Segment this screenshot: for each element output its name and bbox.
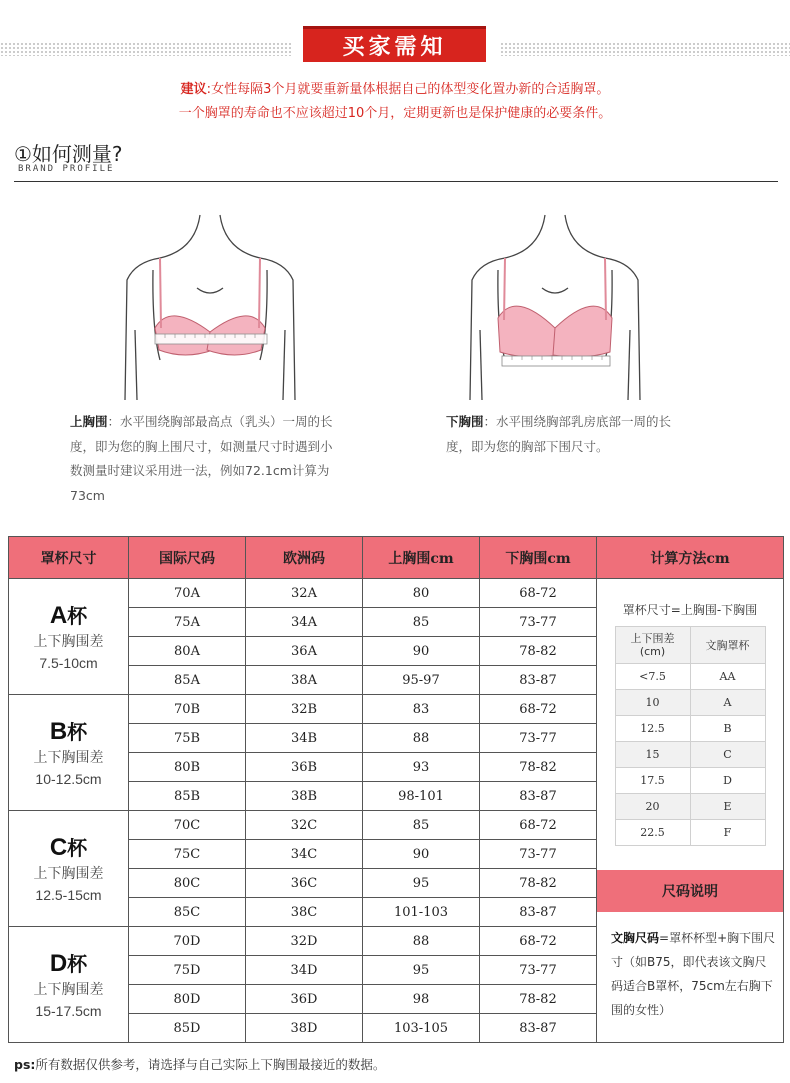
lower-bust-cell: 78-82	[480, 869, 597, 898]
intl-size-cell: 75A	[129, 608, 246, 637]
header-dots-left	[0, 42, 292, 56]
eu-size-cell: 36A	[246, 637, 363, 666]
upper-bust-cell: 95	[363, 956, 480, 985]
upper-bust-cell: 95-97	[363, 666, 480, 695]
cup-name: A杯	[49, 601, 88, 629]
cup-diff-label: 上下胸围差	[33, 748, 104, 765]
mini-diff-cell: 12.5	[615, 716, 690, 742]
intl-size-cell: 70B	[129, 695, 246, 724]
mini-cup-cell: B	[690, 716, 765, 742]
upper-bust-description: 上胸围：水平围绕胸部最高点（乳头）一周的长度，即为您的胸上围尺寸，如测量尺寸时遇到小数测量时建议采用进一法，例如72.1cm计算为73cm	[70, 414, 333, 503]
cup-diff-range: 12.5-15cm	[35, 886, 102, 903]
mini-diff-cell: 20	[615, 794, 690, 820]
cup-diff-range: 10-12.5cm	[35, 770, 102, 787]
intl-size-cell: 85A	[129, 666, 246, 695]
lower-bust-description: 下胸围：水平围绕胸部乳房底部一周的长度，即为您的胸部下围尺寸。	[446, 414, 672, 454]
eu-size-cell: 34A	[246, 608, 363, 637]
size-note-text: 文胸尺码=罩杯杯型+胸下围尺寸（如B75，即代表该文胸尺码适合B罩杯，75cm左右胸下围的女性）	[611, 931, 776, 1017]
eu-size-cell: 32C	[246, 811, 363, 840]
intl-size-cell: 70C	[129, 811, 246, 840]
lower-bust-cell: 78-82	[480, 753, 597, 782]
intl-size-cell: 80D	[129, 985, 246, 1014]
cup-diff-label: 上下胸围差	[33, 980, 104, 997]
lower-bust-cell: 83-87	[480, 666, 597, 695]
section-title: ①如何测量?	[14, 142, 123, 166]
intl-size-cell: 85D	[129, 1014, 246, 1043]
calculation-panel	[597, 579, 784, 1043]
lower-bust-cell: 73-77	[480, 840, 597, 869]
header-intl-size: 国际尺码	[129, 537, 246, 579]
cup-group-cell	[9, 811, 129, 927]
cup-diff-label: 上下胸围差	[33, 632, 104, 649]
upper-bust-cell: 95	[363, 869, 480, 898]
mini-row	[615, 690, 765, 716]
section-subtitle: BRAND PROFILE	[18, 164, 115, 174]
upper-bust-cell: 93	[363, 753, 480, 782]
mini-cup-cell: D	[690, 768, 765, 794]
mini-cup-cell: A	[690, 690, 765, 716]
eu-size-cell: 34B	[246, 724, 363, 753]
mini-row	[615, 768, 765, 794]
size-table	[8, 536, 784, 1043]
header-eu-size: 欧洲码	[246, 537, 363, 579]
lower-bust-cell: 78-82	[480, 985, 597, 1014]
intl-size-cell: 85C	[129, 898, 246, 927]
eu-size-cell: 38C	[246, 898, 363, 927]
lower-bust-cell: 78-82	[480, 637, 597, 666]
section-divider	[14, 181, 778, 182]
intl-size-cell: 75B	[129, 724, 246, 753]
upper-bust-cell: 90	[363, 637, 480, 666]
cup-group-cell	[9, 579, 129, 695]
mini-diff-cell: 15	[615, 742, 690, 768]
intl-size-cell: 85B	[129, 782, 246, 811]
lower-bust-cell: 83-87	[480, 1014, 597, 1043]
mini-row	[615, 794, 765, 820]
lower-bust-illustration	[460, 210, 650, 405]
cup-conversion-table	[615, 626, 766, 846]
upper-bust-illustration	[115, 210, 305, 405]
lower-bust-cell: 68-72	[480, 811, 597, 840]
intl-size-cell: 70A	[129, 579, 246, 608]
eu-size-cell: 32D	[246, 927, 363, 956]
cup-group-cell	[9, 695, 129, 811]
upper-bust-cell: 80	[363, 579, 480, 608]
upper-bust-cell: 90	[363, 840, 480, 869]
eu-size-cell: 32A	[246, 579, 363, 608]
eu-size-cell: 38B	[246, 782, 363, 811]
mini-cup-cell: E	[690, 794, 765, 820]
upper-bust-cell: 103-105	[363, 1014, 480, 1043]
upper-bust-cell: 88	[363, 927, 480, 956]
intl-size-cell: 80C	[129, 869, 246, 898]
cup-name: B杯	[49, 717, 88, 745]
intl-size-cell: 70D	[129, 927, 246, 956]
eu-size-cell: 34D	[246, 956, 363, 985]
upper-bust-cell: 83	[363, 695, 480, 724]
header-upper-bust: 上胸围cm	[363, 537, 480, 579]
lower-bust-cell: 83-87	[480, 898, 597, 927]
cup-name: D杯	[49, 949, 88, 977]
intl-size-cell: 80A	[129, 637, 246, 666]
upper-bust-cell: 101-103	[363, 898, 480, 927]
eu-size-cell: 36D	[246, 985, 363, 1014]
lower-bust-cell: 68-72	[480, 927, 597, 956]
page-title: 买家需知	[303, 26, 486, 62]
mini-row	[615, 820, 765, 846]
upper-bust-cell: 98	[363, 985, 480, 1014]
upper-bust-cell: 88	[363, 724, 480, 753]
mini-diff-cell: 10	[615, 690, 690, 716]
mini-row	[615, 742, 765, 768]
mini-diff-cell: 22.5	[615, 820, 690, 846]
mini-header-cup: 文胸罩杯	[690, 627, 765, 664]
lower-bust-cell: 83-87	[480, 782, 597, 811]
eu-size-cell: 38A	[246, 666, 363, 695]
lower-bust-cell: 68-72	[480, 579, 597, 608]
lower-bust-cell: 73-77	[480, 724, 597, 753]
eu-size-cell: 32B	[246, 695, 363, 724]
lower-bust-cell: 68-72	[480, 695, 597, 724]
ps-note: ps:所有数据仅供参考，请选择与自己实际上下胸围最接近的数据。	[14, 1057, 386, 1072]
lower-bust-cell: 73-77	[480, 956, 597, 985]
eu-size-cell: 38D	[246, 1014, 363, 1043]
mini-diff-cell: <7.5	[615, 664, 690, 690]
size-table-header	[9, 537, 784, 579]
cup-diff-range: 7.5-10cm	[39, 654, 98, 671]
cup-group-cell	[9, 927, 129, 1043]
mini-cup-cell: F	[690, 820, 765, 846]
mini-header-diff: 上下围差 (cm)	[615, 627, 690, 664]
header-cup-size: 罩杯尺寸	[9, 537, 129, 579]
cup-name: C杯	[49, 833, 88, 861]
header-calculation: 计算方法cm	[597, 537, 784, 579]
eu-size-cell: 36C	[246, 869, 363, 898]
mini-diff-cell: 17.5	[615, 768, 690, 794]
intl-size-cell: 75D	[129, 956, 246, 985]
mini-cup-cell: AA	[690, 664, 765, 690]
cup-diff-label: 上下胸围差	[33, 864, 104, 881]
advice-line-2: 一个胸罩的寿命也不应该超过10个月，定期更新也是保护健康的必要条件。	[178, 106, 612, 121]
table-row	[9, 579, 784, 608]
size-note-title: 尺码说明	[597, 870, 783, 912]
advice-line-1: 建议:女性每隔3个月就要重新量体根据自己的体型变化置办新的合适胸罩。	[180, 82, 610, 97]
lower-bust-cell: 73-77	[480, 608, 597, 637]
mini-cup-cell: C	[690, 742, 765, 768]
eu-size-cell: 34C	[246, 840, 363, 869]
intl-size-cell: 80B	[129, 753, 246, 782]
eu-size-cell: 36B	[246, 753, 363, 782]
cup-diff-range: 15-17.5cm	[35, 1002, 102, 1019]
intl-size-cell: 75C	[129, 840, 246, 869]
upper-bust-cell: 85	[363, 608, 480, 637]
calc-formula: 罩杯尺寸=上胸围-下胸围	[622, 603, 758, 617]
upper-bust-cell: 85	[363, 811, 480, 840]
header-dots-right	[500, 42, 790, 56]
header-lower-bust: 下胸围cm	[480, 537, 597, 579]
upper-bust-cell: 98-101	[363, 782, 480, 811]
mini-row	[615, 664, 765, 690]
mini-row	[615, 716, 765, 742]
